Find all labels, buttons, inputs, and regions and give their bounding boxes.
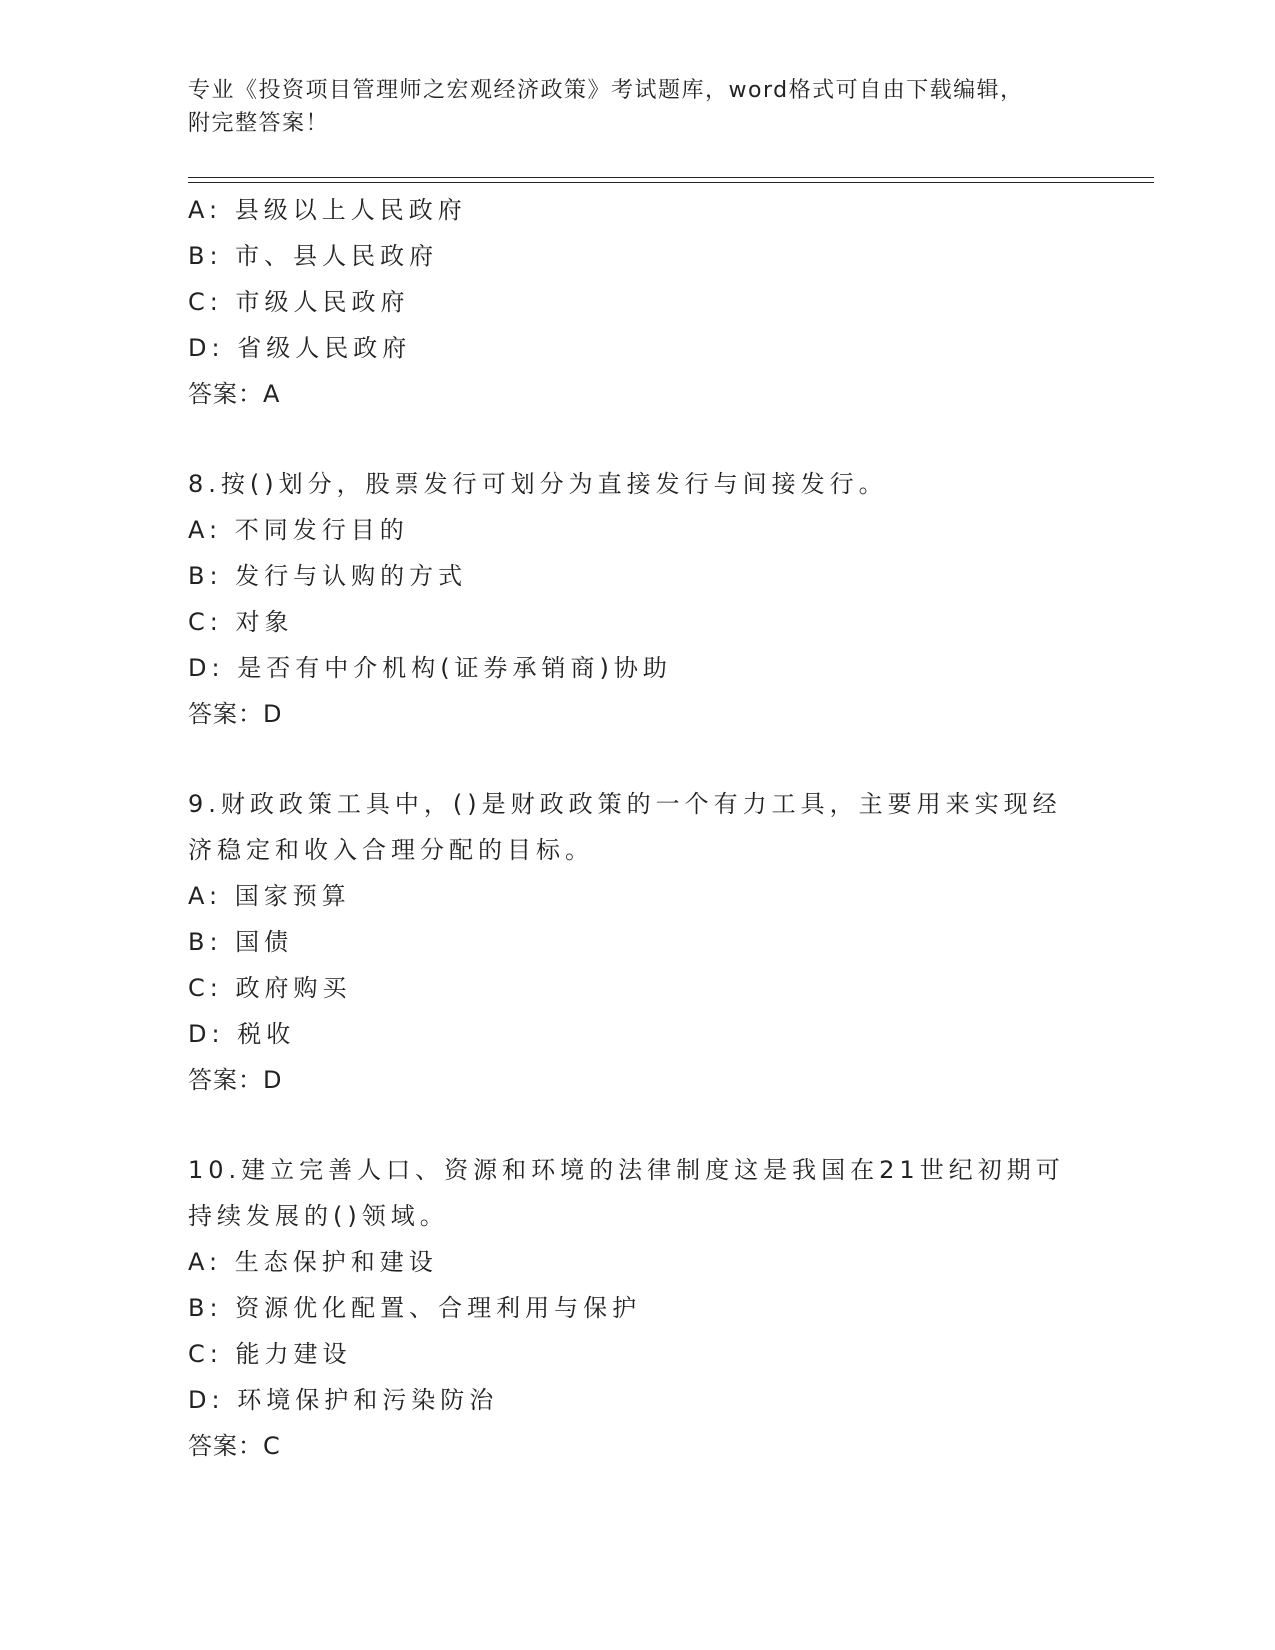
spacer bbox=[188, 1103, 1088, 1147]
question-8 bbox=[188, 461, 1088, 737]
question-stem-line-2: 济稳定和收入合理分配的目标。 bbox=[188, 836, 594, 864]
answer-line: 答案：D bbox=[188, 700, 283, 728]
option-c: C: 能力建设 bbox=[188, 1340, 352, 1368]
option-d: D: 环境保护和污染防治 bbox=[188, 1386, 499, 1414]
question-stem-line-2: 持续发展的()领域。 bbox=[188, 1202, 449, 1230]
question-stem-line-1: 9.财政政策工具中，()是财政政策的一个有力工具，主要用来实现经 bbox=[188, 790, 1062, 818]
option-a: A: 国家预算 bbox=[188, 882, 351, 910]
option-a: A: 县级以上人民政府 bbox=[188, 196, 467, 224]
option-d: D: 是否有中介机构(证券承销商)协助 bbox=[188, 654, 672, 682]
spacer bbox=[188, 737, 1088, 781]
option-b: B: 国债 bbox=[188, 928, 294, 956]
question-9 bbox=[188, 781, 1088, 1103]
option-a: A: 不同发行目的 bbox=[188, 516, 409, 544]
option-b: B: 市、县人民政府 bbox=[188, 242, 439, 270]
answer-line: 答案：D bbox=[188, 1066, 283, 1094]
option-b: B: 资源优化配置、合理利用与保护 bbox=[188, 1294, 642, 1322]
header-divider-top bbox=[188, 177, 1154, 178]
document-header bbox=[188, 74, 1048, 140]
option-c: C: 政府购买 bbox=[188, 974, 352, 1002]
option-a: A: 生态保护和建设 bbox=[188, 1248, 438, 1276]
option-b: B: 发行与认购的方式 bbox=[188, 562, 468, 590]
answer-line: 答案：C bbox=[188, 1432, 281, 1460]
option-d: D: 税收 bbox=[188, 1020, 296, 1048]
question-stem-line-1: 10.建立完善人口、资源和环境的法律制度这是我国在21世纪初期可 bbox=[188, 1156, 1065, 1184]
option-c: C: 对象 bbox=[188, 608, 294, 636]
spacer bbox=[188, 417, 1088, 461]
question-list bbox=[188, 187, 1088, 1469]
answer-line: 答案：A bbox=[188, 380, 281, 408]
option-c: C: 市级人民政府 bbox=[188, 288, 410, 316]
header-line-2: 附完整答案！ bbox=[188, 111, 330, 136]
option-d: D: 省级人民政府 bbox=[188, 334, 412, 362]
header-line-1: 专业《投资项目管理师之宏观经济政策》考试题库，word格式可自由下载编辑， bbox=[188, 78, 1024, 103]
question-stem: 8.按()划分，股票发行可划分为直接发行与间接发行。 bbox=[188, 470, 888, 498]
question-10 bbox=[188, 1147, 1088, 1469]
question-7 bbox=[188, 187, 1088, 417]
header-divider-bottom bbox=[188, 182, 1154, 183]
